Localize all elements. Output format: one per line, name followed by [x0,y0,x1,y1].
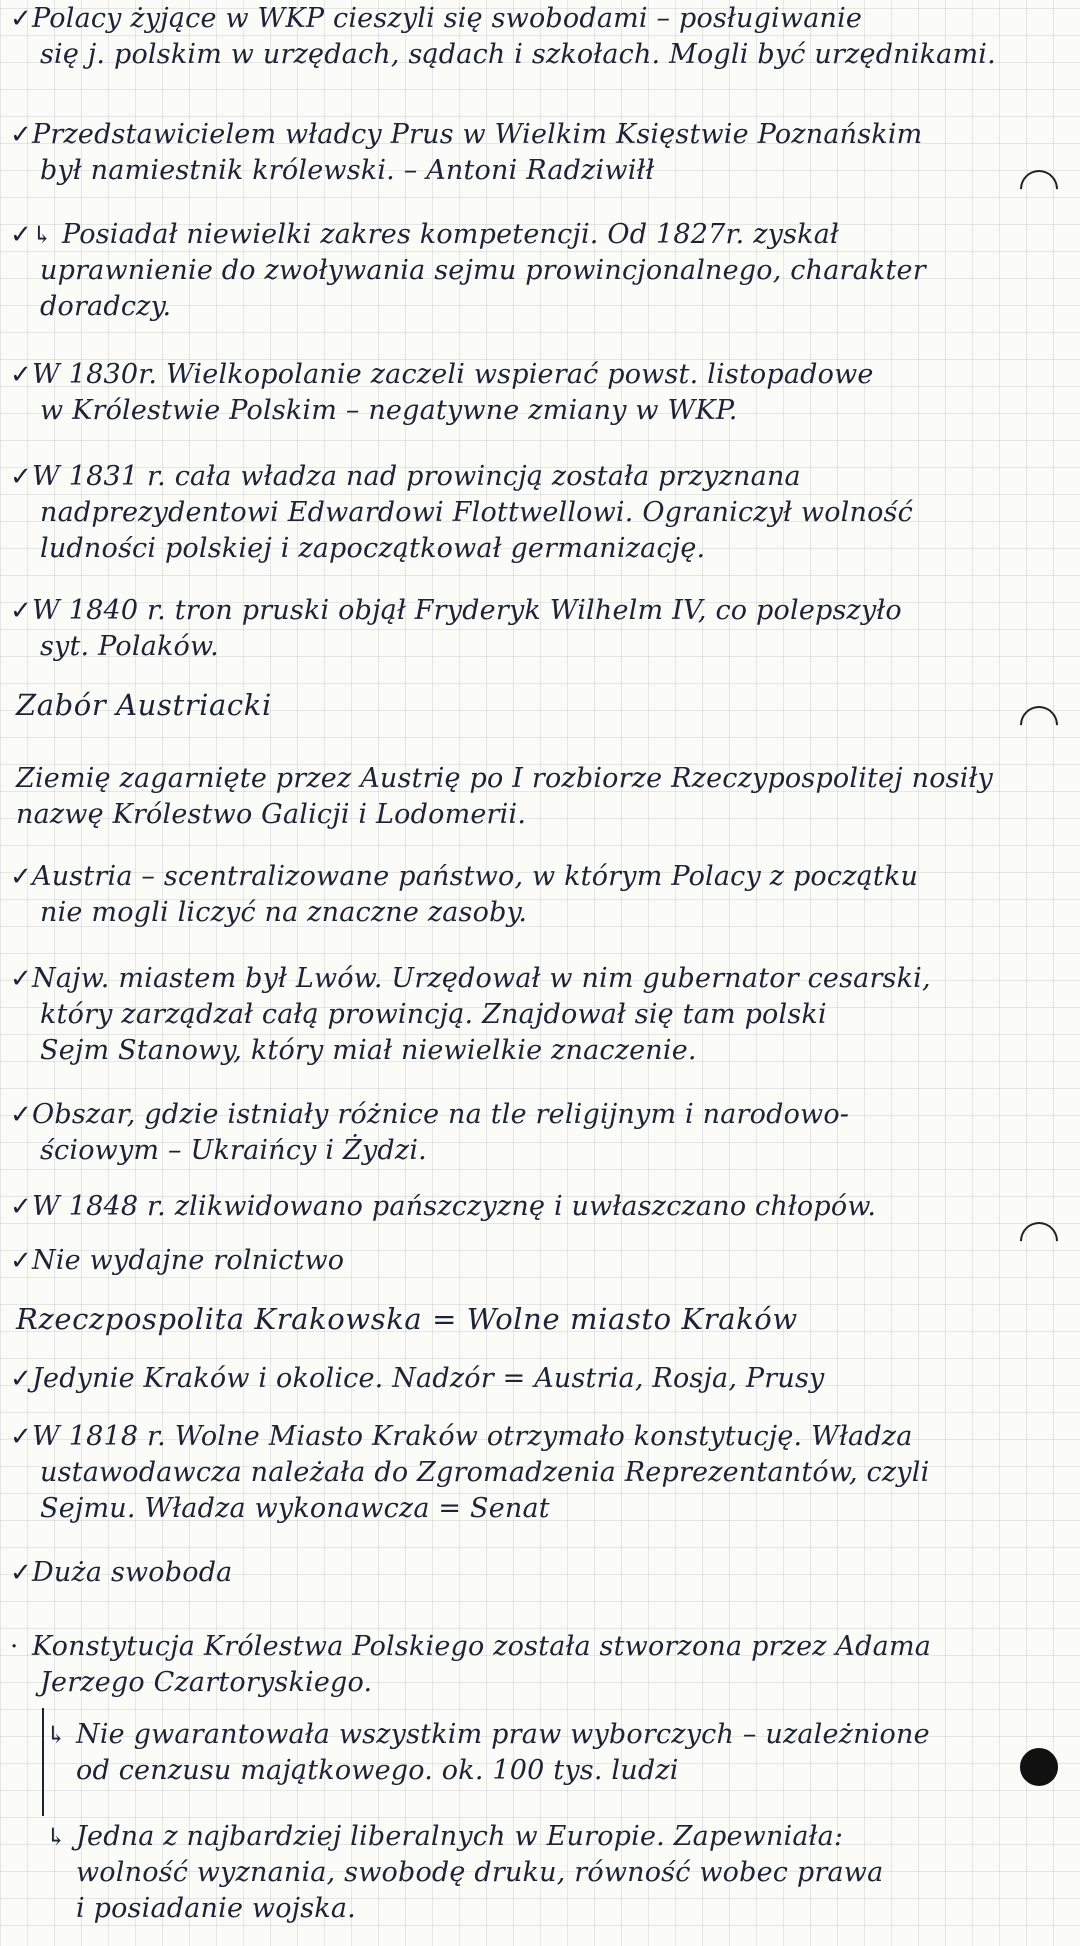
note-line: wolność wyznania, swobodę druku, równość wobec prawa [76,1857,884,1888]
note-line: i posiadanie wojska. [76,1893,356,1924]
note-line: ✓Austria – scentralizowane państwo, w którym Polacy z początku [10,861,919,892]
note-line: ✓W 1840 r. tron pruski objął Fryderyk Wilhelm IV, co polepszyło [10,595,902,626]
arrow-icon: ↳ [32,221,53,249]
note-line: ↳ Nie gwarantowała wszystkim praw wyborczych – uzależnione [46,1719,930,1750]
checkmark-icon: ✓ [10,1422,32,1452]
note-line: ↳ Jedna z najbardziej liberalnych w Europie. Zapewniała: [46,1821,844,1852]
note-line: syt. Polaków. [40,631,219,662]
note-line: ✓↳ Posiadał niewielki zakres kompetencji. Od 1827r. zyskał [10,219,839,250]
checkmark-icon: ✓ [10,862,32,892]
checkmark-icon: ✓ [10,360,32,390]
note-line: Ziemię zagarnięte przez Austrię po I rozbiorze Rzeczypospolitej nosiły [16,763,993,794]
checkmark-icon: ✓ [10,1364,32,1394]
note-line: Jerzego Czartoryskiego. [40,1667,373,1698]
checkmark-icon: ✓ [10,964,32,994]
note-line: ✓Duża swoboda [10,1557,233,1588]
note-line: ✓Polacy żyjące w WKP cieszyli się swobodami – posługiwanie [10,3,863,34]
section-heading: Zabór Austriacki [16,688,272,722]
note-line: od cenzusu majątkowego. ok. 100 tys. ludzi [76,1755,679,1786]
checkmark-icon: ✓ [10,1100,32,1130]
binder-hole-icon [1012,1214,1066,1268]
note-line: w Królestwie Polskim – negatywne zmiany w WKP. [40,395,738,426]
note-line: się j. polskim w urzędach, sądach i szkołach. Mogli być urzędnikami. [40,39,996,70]
checkmark-icon: ✓ [10,596,32,626]
checkmark-icon: ✓ [10,220,32,250]
note-line: ludności polskiej i zapoczątkował germanizację. [40,533,706,564]
checkmark-icon: ✓ [10,1192,32,1222]
note-line: Sejm Stanowy, który miał niewielkie znaczenie. [40,1035,697,1066]
note-line: ✓W 1818 r. Wolne Miasto Kraków otrzymało konstytucję. Władza [10,1421,913,1452]
note-line: uprawnienie do zwoływania sejmu prowincjonalnego, charakter [40,255,926,286]
note-line: ✓Nie wydajne rolnictwo [10,1245,345,1276]
note-line: ✓Najw. miastem był Lwów. Urzędował w nim gubernator cesarski, [10,963,931,994]
note-line: ✓W 1831 r. cała władza nad prowincją została przyznana [10,461,801,492]
arrow-icon: ↳ [46,1721,67,1749]
note-line: ✓W 1848 r. zlikwidowano pańszczyznę i uwłaszczano chłopów. [10,1191,877,1222]
note-line: doradczy. [40,291,172,322]
arrow-icon: ↳ [46,1823,67,1851]
note-line: ✓W 1830r. Wielkopolanie zaczeli wspierać powst. listopadowe [10,359,874,390]
bullet-icon: · [10,1632,19,1662]
note-line: ustawodawcza należała do Zgromadzenia Reprezentantów, czyli [40,1457,930,1488]
note-line: ✓Jedynie Kraków i okolice. Nadzór = Austria, Rosja, Prusy [10,1363,825,1394]
note-line: który zarządzał całą prowincją. Znajdował się tam polski [40,999,827,1030]
note-line: nadprezydentowi Edwardowi Flottwellowi. Ograniczył wolność [40,497,913,528]
note-line: Sejmu. Władza wykonawcza = Senat [40,1493,550,1524]
checkmark-icon: ✓ [10,120,32,150]
section-heading: Rzeczpospolita Krakowska = Wolne miasto Kraków [16,1302,798,1336]
note-line: ✓Przedstawicielem władcy Prus w Wielkim Księstwie Poznańskim [10,119,923,150]
note-line: nazwę Królestwo Galicji i Lodomerii. [16,799,527,830]
bracket-line [42,1708,44,1816]
checkmark-icon: ✓ [10,4,32,34]
note-line: · Konstytucja Królestwa Polskiego została stworzona przez Adama [10,1631,932,1662]
note-line: ✓Obszar, gdzie istniały różnice na tle religijnym i narodowo- [10,1099,850,1130]
binder-hole-icon [1012,698,1066,752]
note-line: ściowym – Ukraińcy i Żydzi. [40,1135,427,1166]
checkmark-icon: ✓ [10,462,32,492]
checkmark-icon: ✓ [10,1246,32,1276]
checkmark-icon: ✓ [10,1558,32,1588]
note-line: nie mogli liczyć na znaczne zasoby. [40,897,528,928]
note-line: był namiestnik królewski. – Antoni Radziwiłł [40,155,655,186]
